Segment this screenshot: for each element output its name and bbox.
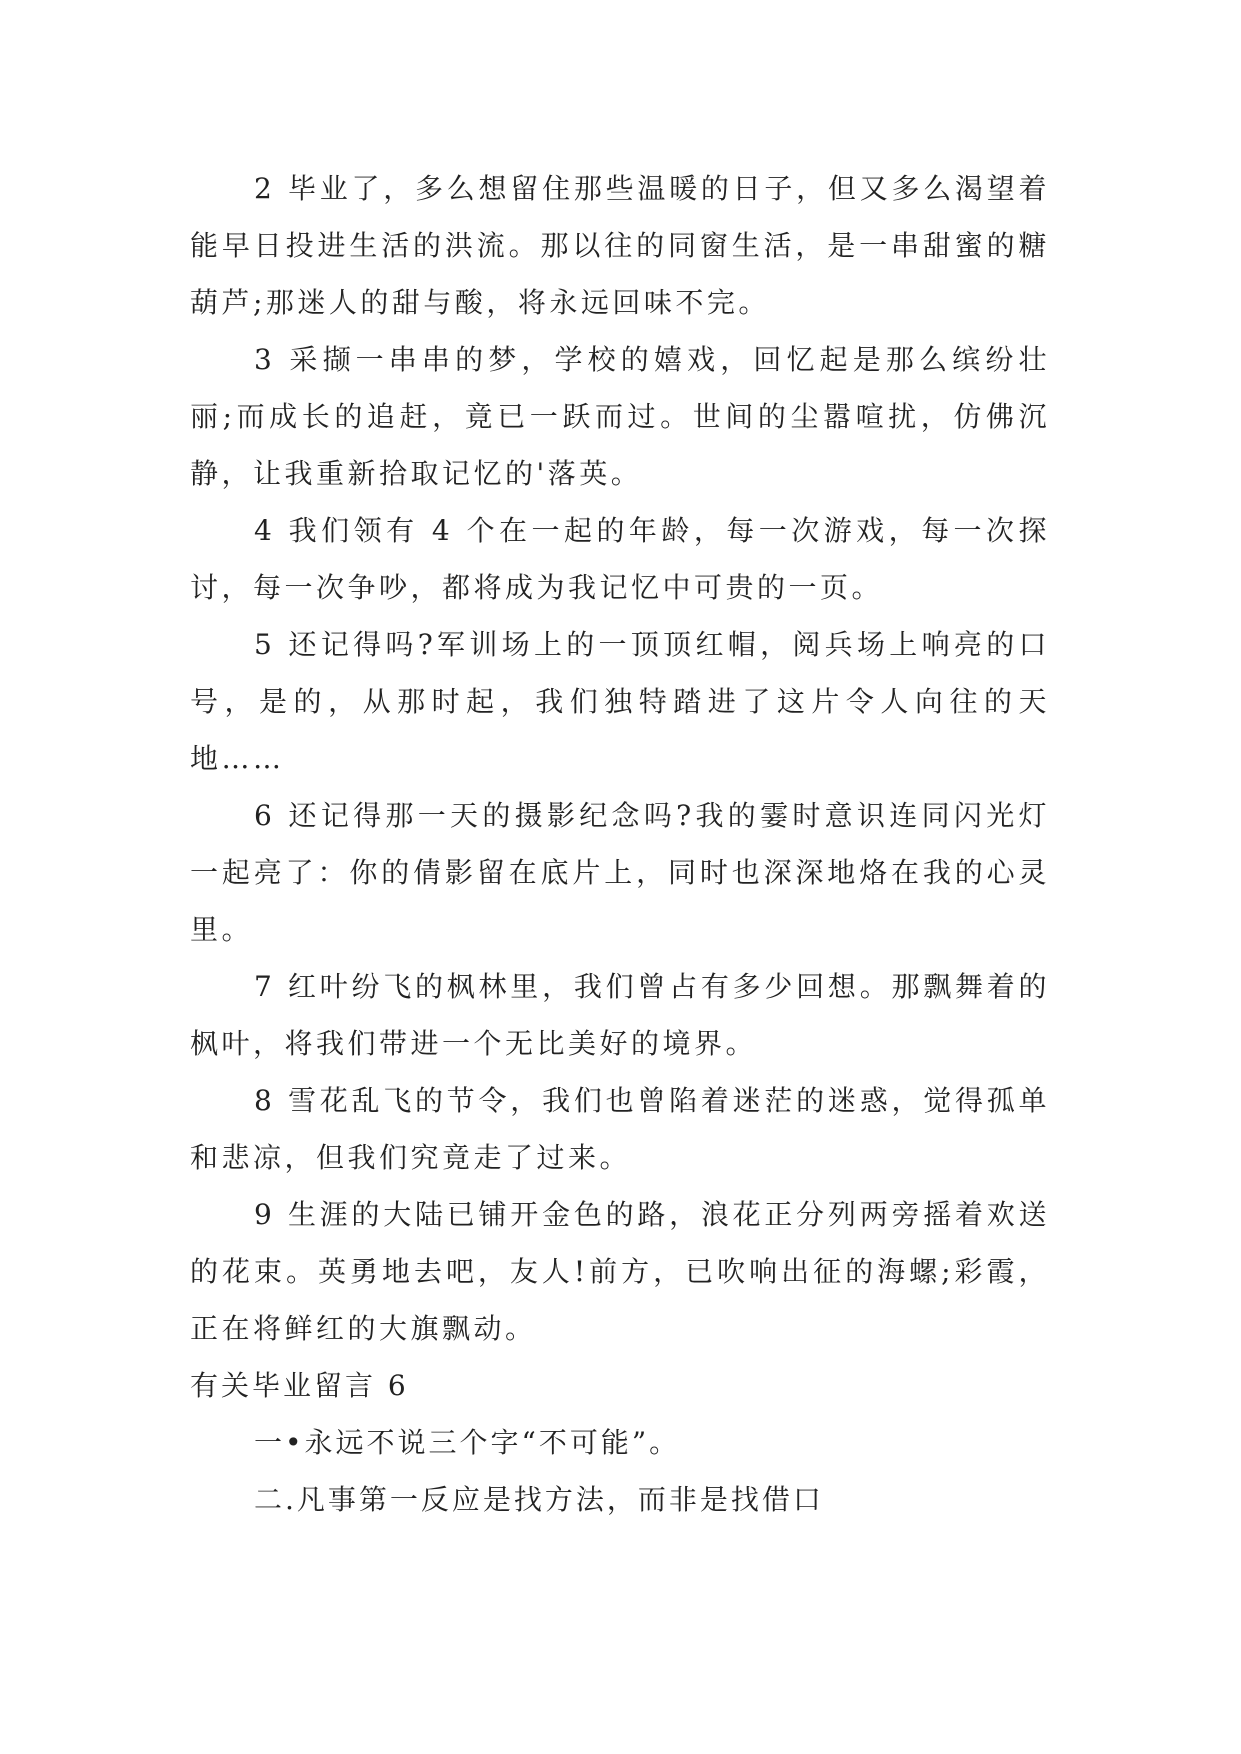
- paragraph-3: 3 采撷一串串的梦，学校的嬉戏，回忆起是那么缤纷壮丽;而成长的追赶，竟已一跃而过。世间的尘嚣喧扰，仿佛沉静，让我重新拾取记忆的'落英。: [190, 343, 1050, 490]
- document-page: [190, 160, 1050, 1528]
- paragraph-6: 6 还记得那一天的摄影纪念吗?我的霎时意识连同闪光灯一起亮了：你的倩影留在底片上，同时也深深地烙在我的心灵里。: [190, 799, 1050, 946]
- paragraph-7: 7 红叶纷飞的枫林里，我们曾占有多少回想。那飘舞着的枫叶，将我们带进一个无比美好的境界。: [190, 970, 1050, 1060]
- paragraph-2: 2 毕业了，多么想留住那些温暖的日子，但又多么渴望着能早日投进生活的洪流。那以往的同窗生活，是一串甜蜜的糖葫芦;那迷人的甜与酸，将永远回味不完。: [190, 172, 1050, 319]
- list-item-2: 二.凡事第一反应是找方法，而非是找借口: [254, 1483, 824, 1516]
- paragraph-9: 9 生涯的大陆已铺开金色的路，浪花正分列两旁摇着欢送的花束。英勇地去吧，友人!前方，已吹响出征的海螺;彩霞，正在将鲜红的大旗飘动。: [190, 1198, 1050, 1345]
- paragraph-5: 5 还记得吗?军训场上的一顶顶红帽，阅兵场上响亮的口号，是的，从那时起，我们独特踏进了这片令人向往的天地……: [190, 628, 1050, 775]
- list-item-1: 一•永远不说三个字“不可能”。: [254, 1426, 681, 1459]
- section-heading: 有关毕业留言 6: [190, 1369, 409, 1402]
- paragraph-8: 8 雪花乱飞的节令，我们也曾陷着迷茫的迷惑，觉得孤单和悲凉，但我们究竟走了过来。: [190, 1084, 1050, 1174]
- paragraph-4: 4 我们领有 4 个在一起的年龄，每一次游戏，每一次探讨，每一次争吵，都将成为我记忆中可贵的一页。: [190, 514, 1050, 604]
